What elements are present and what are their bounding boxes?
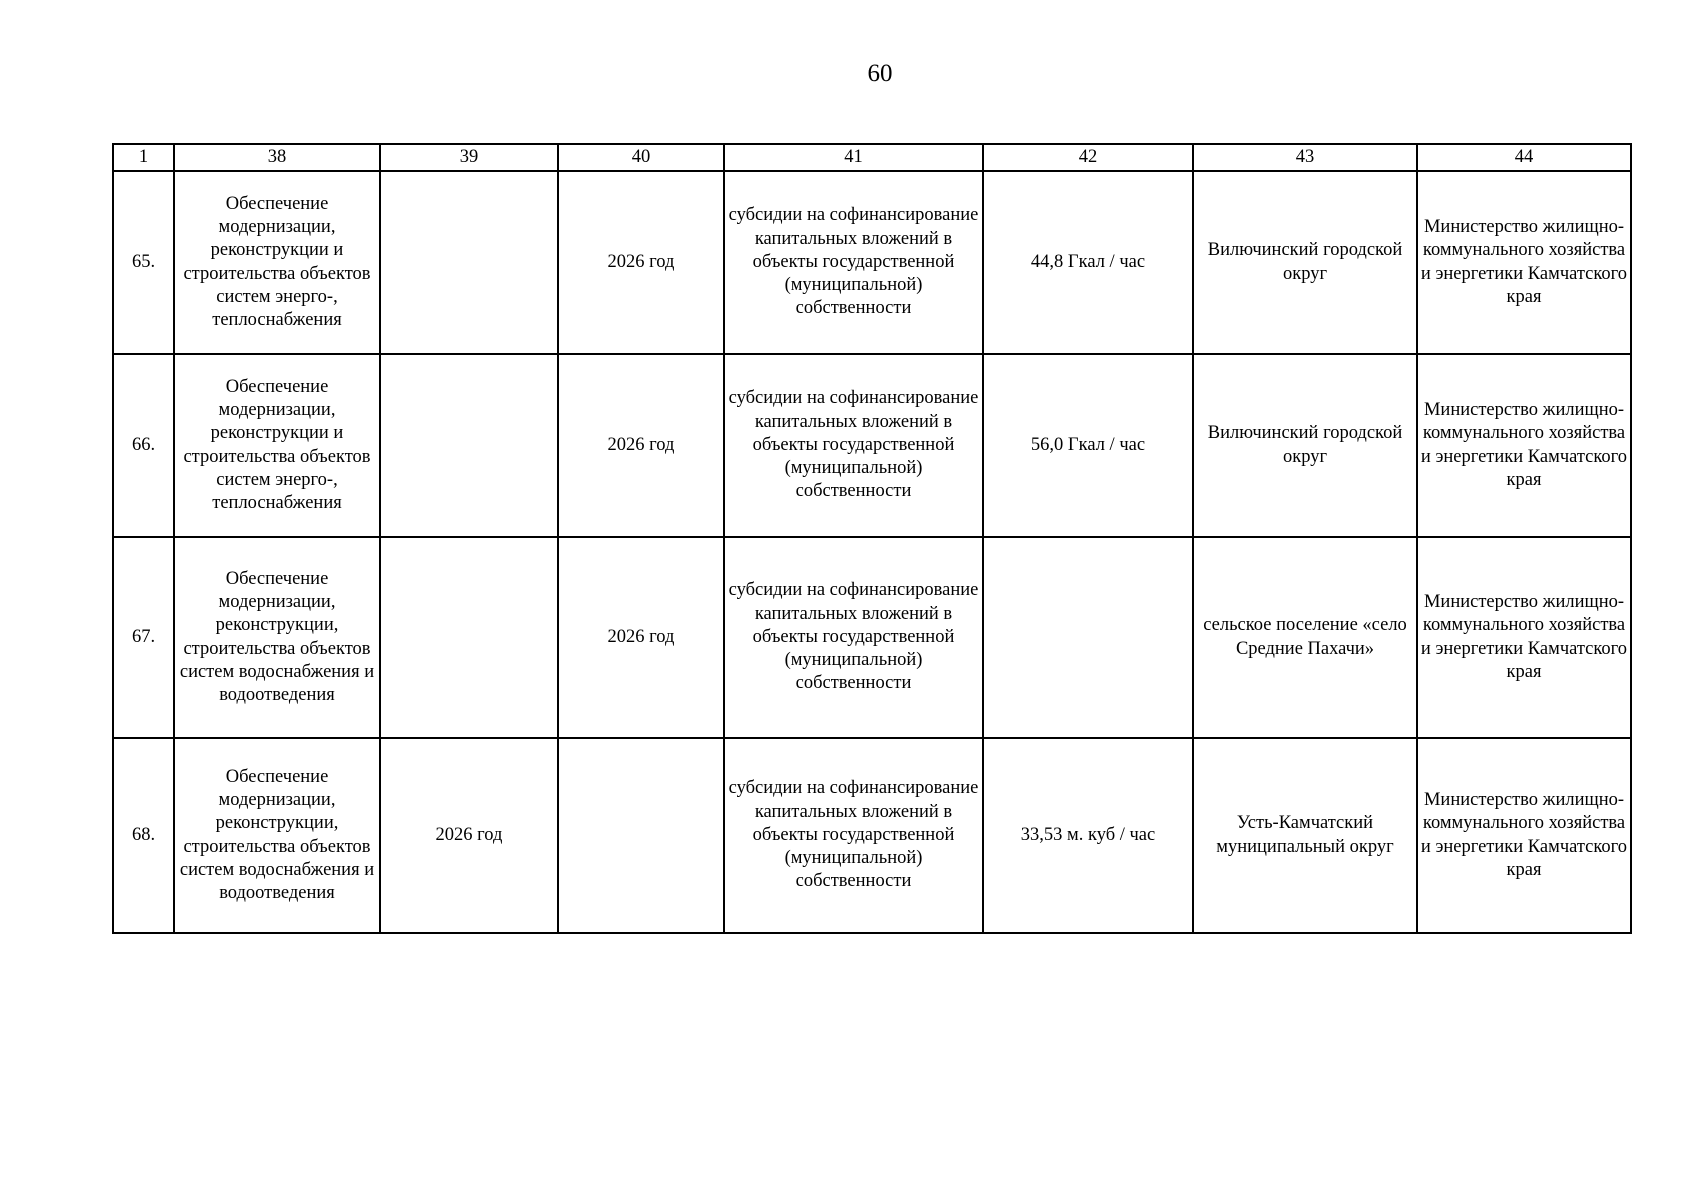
column-header: 40 bbox=[558, 144, 724, 171]
column-header: 44 bbox=[1417, 144, 1631, 171]
capacity-cell: 44,8 Гкал / час bbox=[983, 171, 1193, 354]
responsible-body-cell: Министерство жилищно-коммунального хозяйства и энергетики Камчатского края bbox=[1417, 171, 1631, 354]
municipality-cell: Вилючинский городской округ bbox=[1193, 354, 1417, 537]
funding-type-cell: субсидии на софинансирование капитальных вложений в объекты государственной (муниципальной) собственности bbox=[724, 537, 983, 738]
data-table bbox=[112, 143, 1632, 934]
measure-name-cell: Обеспечение модернизации, реконструкции и строительства объектов систем энерго-, теплоснабжения bbox=[174, 171, 380, 354]
table-row bbox=[113, 537, 1631, 738]
responsible-body-cell: Министерство жилищно-коммунального хозяйства и энергетики Камчатского края bbox=[1417, 537, 1631, 738]
municipality-cell: Усть-Камчатский муниципальный округ bbox=[1193, 738, 1417, 933]
capacity-cell: 56,0 Гкал / час bbox=[983, 354, 1193, 537]
funding-type-cell: субсидии на софинансирование капитальных вложений в объекты государственной (муниципальной) собственности bbox=[724, 354, 983, 537]
row-number-cell: 67. bbox=[113, 537, 174, 738]
column-header: 39 bbox=[380, 144, 558, 171]
table-cell bbox=[380, 354, 558, 537]
table-cell: 2026 год bbox=[558, 537, 724, 738]
responsible-body-cell: Министерство жилищно-коммунального хозяйства и энергетики Камчатского края bbox=[1417, 354, 1631, 537]
funding-type-cell: субсидии на софинансирование капитальных вложений в объекты государственной (муниципальной) собственности bbox=[724, 738, 983, 933]
table-header-row bbox=[113, 144, 1631, 171]
column-header: 42 bbox=[983, 144, 1193, 171]
column-header: 1 bbox=[113, 144, 174, 171]
responsible-body-cell: Министерство жилищно-коммунального хозяйства и энергетики Камчатского края bbox=[1417, 738, 1631, 933]
table-cell bbox=[380, 537, 558, 738]
table-row bbox=[113, 738, 1631, 933]
measure-name-cell: Обеспечение модернизации, реконструкции, строительства объектов систем водоснабжения и водоотведения bbox=[174, 537, 380, 738]
row-number-cell: 68. bbox=[113, 738, 174, 933]
table-row bbox=[113, 354, 1631, 537]
page-number: 60 bbox=[867, 60, 893, 87]
measure-name-cell: Обеспечение модернизации, реконструкции и строительства объектов систем энерго-, теплоснабжения bbox=[174, 354, 380, 537]
row-number-cell: 65. bbox=[113, 171, 174, 354]
municipality-cell: Вилючинский городской округ bbox=[1193, 171, 1417, 354]
column-header: 38 bbox=[174, 144, 380, 171]
table-cell bbox=[380, 171, 558, 354]
table-cell: 2026 год bbox=[558, 354, 724, 537]
table-cell: 2026 год bbox=[380, 738, 558, 933]
table-row bbox=[113, 171, 1631, 354]
column-header: 41 bbox=[724, 144, 983, 171]
row-number-cell: 66. bbox=[113, 354, 174, 537]
funding-type-cell: субсидии на софинансирование капитальных вложений в объекты государственной (муниципальной) собственности bbox=[724, 171, 983, 354]
measure-name-cell: Обеспечение модернизации, реконструкции, строительства объектов систем водоснабжения и водоотведения bbox=[174, 738, 380, 933]
column-header: 43 bbox=[1193, 144, 1417, 171]
municipality-cell: сельское поселение «село Средние Пахачи» bbox=[1193, 537, 1417, 738]
capacity-cell: 33,53 м. куб / час bbox=[983, 738, 1193, 933]
table-cell: 2026 год bbox=[558, 171, 724, 354]
capacity-cell bbox=[983, 537, 1193, 738]
table-cell bbox=[558, 738, 724, 933]
